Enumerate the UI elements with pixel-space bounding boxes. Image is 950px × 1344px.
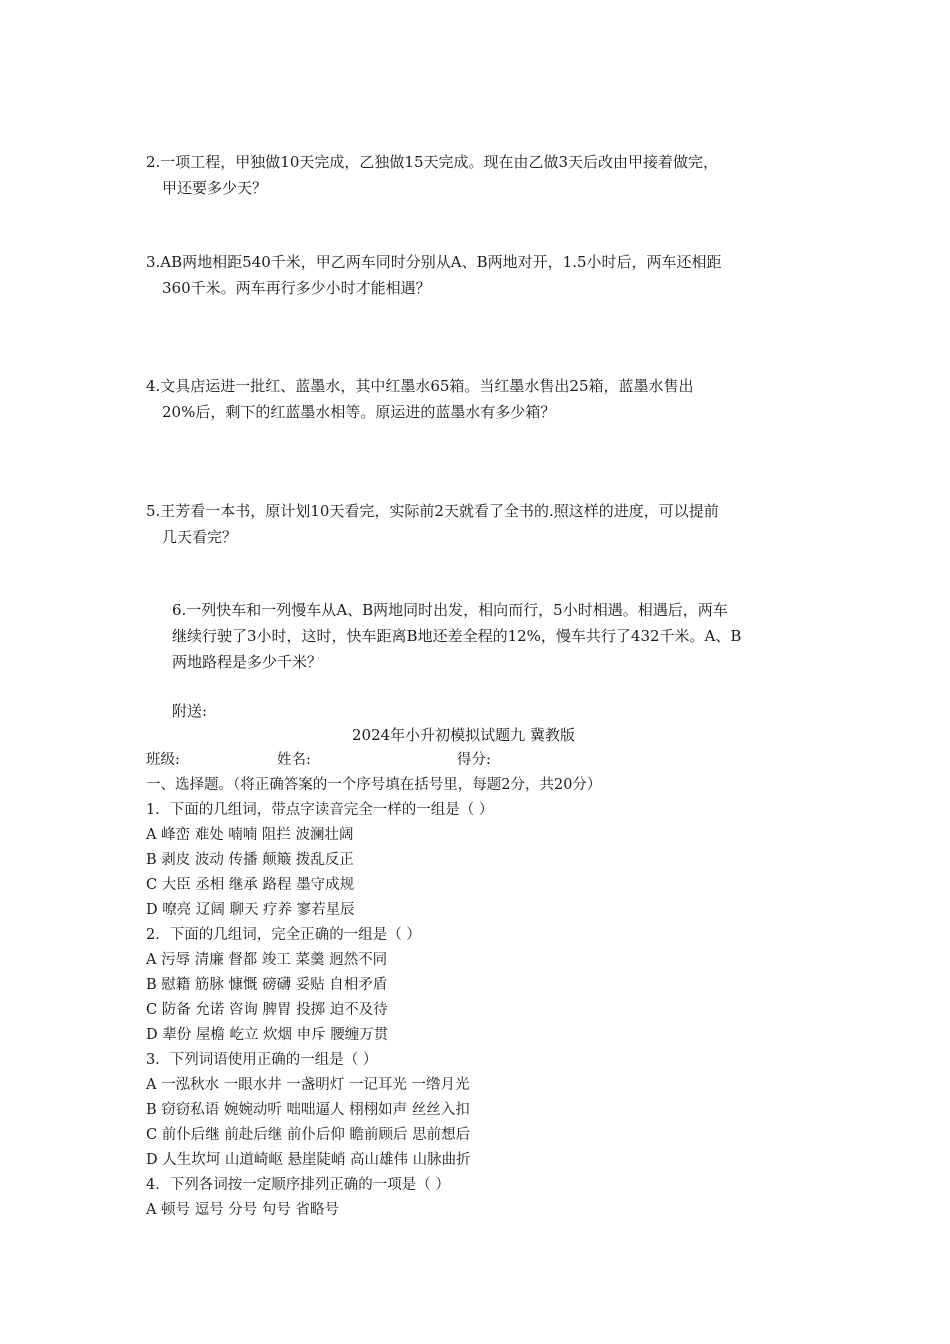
- problem-4-line-1: 4.文具店运进一批红、蓝墨水，其中红墨水65箱。当红墨水售出25箱，蓝墨水售出: [146, 377, 694, 395]
- question-2-option-a: A 污辱 清廉 督都 竣工 菜羹 迥然不同: [146, 952, 388, 968]
- problem-6-line-3: 两地路程是多少千米？: [172, 653, 323, 671]
- problem-6-line-2: 继续行驶了3小时，这时，快车距离B地还差全程的12%，慢车共行了432千米。A、B: [172, 627, 742, 645]
- problem-3-line-2: 360千米。两车再行多少小时才能相遇？: [162, 279, 431, 297]
- exam-title: 2024年小升初模拟试题九 冀教版: [352, 726, 575, 744]
- attached-label: 附送:: [172, 702, 208, 720]
- problem-6-line-1: 6.一列快车和一列慢车从A、B两地同时出发，相向而行，5小时相遇。相遇后，两车: [172, 601, 728, 619]
- score-field-label: 得分:: [457, 752, 491, 768]
- question-1-option-c: C 大臣 丞相 继承 路程 墨守成规: [146, 877, 355, 893]
- question-3-option-c: C 前仆后继 前赴后继 前仆后仰 瞻前顾后 思前想后: [146, 1127, 471, 1143]
- question-2-option-b: B 慰籍 筋脉 慷慨 磅礴 妥贴 自相矛盾: [146, 977, 388, 993]
- question-3-option-d: D 人生坎坷 山道崎岖 悬崖陡峭 高山雄伟 山脉曲折: [146, 1152, 471, 1168]
- question-1-option-a: A 峰峦 难处 喃喃 阻拦 波澜壮阔: [146, 827, 354, 843]
- problem-3-line-1: 3.AB两地相距540千米，甲乙两车同时分别从A、B两地对开，1.5小时后，两车还相距: [146, 253, 722, 271]
- question-2-option-d: D 辈份 屋檐 屹立 炊烟 申斥 腰缠万贯: [146, 1027, 389, 1043]
- question-1-option-d: D 嘹亮 辽阔 聊天 疗养 寥若星辰: [146, 902, 355, 918]
- question-1-option-b: B 剥皮 波动 传播 颠簸 拨乱反正: [146, 852, 354, 868]
- question-2-option-c: C 防备 允诺 咨询 脾胃 投掷 迫不及待: [146, 1002, 388, 1018]
- section-1-heading: 一、选择题。（将正确答案的一个序号填在括号里，每题2分，共20分）: [146, 777, 602, 793]
- question-1-stem: 1．下面的几组词，带点字读音完全一样的一组是（ ）: [146, 802, 494, 818]
- problem-5-line-1: 5.王芳看一本书，原计划10天看完，实际前2天就看了全书的.照这样的进度，可以提前: [146, 502, 719, 520]
- problem-2-line-1: 2.一项工程，甲独做10天完成，乙独做15天完成。现在由乙做3天后改由甲接着做完，: [146, 153, 719, 171]
- problem-4-line-2: 20%后，剩下的红蓝墨水相等。原运进的蓝墨水有多少箱？: [162, 403, 556, 421]
- question-4-option-a: A 顿号 逗号 分号 句号 省略号: [146, 1202, 340, 1218]
- question-3-option-a: A 一泓秋水 一眼水井 一盏明灯 一记耳光 一绺月光: [146, 1077, 470, 1093]
- name-field-label: 姓名:: [277, 752, 311, 768]
- class-field-label: 班级:: [146, 752, 180, 768]
- question-3-stem: 3．下列词语使用正确的一组是（ ）: [146, 1052, 378, 1068]
- question-3-option-b: B 窃窃私语 婉婉动听 咄咄逼人 栩栩如声 丝丝入扣: [146, 1102, 470, 1118]
- problem-5-line-2: 几天看完？: [162, 528, 238, 546]
- problem-2-line-2: 甲还要多少天？: [162, 179, 268, 197]
- question-4-stem: 4．下列各词按一定顺序排列正确的一项是（ ）: [146, 1177, 450, 1193]
- question-2-stem: 2．下面的几组词，完全正确的一组是（ ）: [146, 927, 421, 943]
